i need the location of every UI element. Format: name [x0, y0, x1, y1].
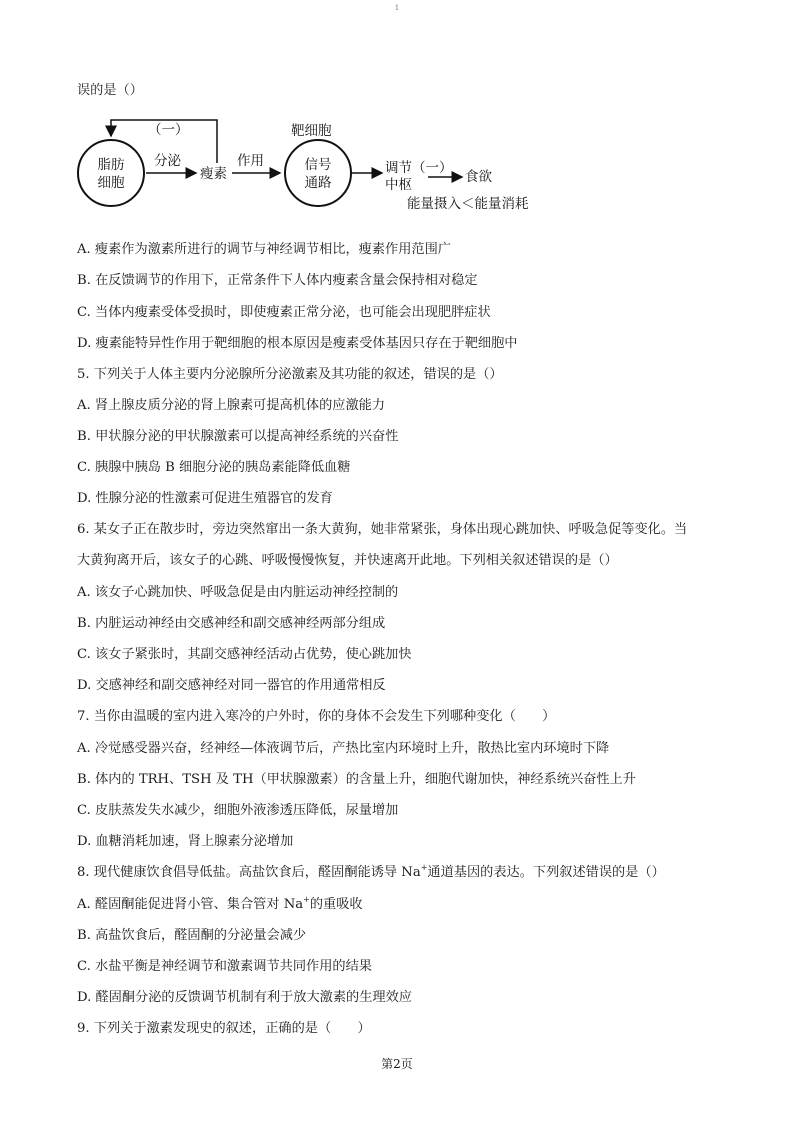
q5-option-d: D. 性腺分泌的性激素可促进生殖器官的发育 — [77, 491, 333, 506]
leptin-label: 瘦素 — [200, 166, 227, 182]
q6-option-c: C. 该女子紧张时，其副交感神经活动占优势，使心跳加快 — [77, 647, 412, 662]
regulation-center-label-1: 调节（一） — [385, 160, 453, 176]
q9-stem: 9. 下列关于激素发现史的叙述，正确的是（ ） — [77, 1021, 371, 1036]
q7-option-d: D. 血糖消耗加速，肾上腺素分泌增加 — [77, 834, 294, 849]
q8-stem-pre: 8. 现代健康饮食倡导低盐。高盐饮食后，醛固酮能诱导 Na — [77, 865, 421, 880]
page-number: 第2页 — [381, 1057, 413, 1071]
q5-option-c: C. 胰腺中胰岛 B 细胞分泌的胰岛素能降低血糖 — [77, 460, 351, 475]
appetite-label: 食欲 — [465, 169, 492, 185]
q8-stem — [77, 864, 665, 882]
signal-pathway-label-2: 通路 — [304, 175, 332, 191]
fat-cell-label-1: 脂肪 — [97, 157, 125, 173]
signal-pathway-circle — [285, 140, 351, 206]
q8-option-d: D. 醛固酮分泌的反馈调节机制有利于放大激素的生理效应 — [77, 990, 412, 1005]
q7-option-c: C. 皮肤蒸发失水减少，细胞外液渗透压降低，尿量增加 — [77, 803, 399, 818]
q4-option-b: B. 在反馈调节的作用下，正常条件下人体内瘦素含量会保持相对稳定 — [77, 273, 478, 288]
q8-stem-post: 通道基因的表达。下列叙述错误的是（） — [427, 865, 665, 880]
q7-stem: 7. 当你由温暖的室内进入寒冷的户外时，你的身体不会发生下列哪种变化（ ） — [77, 709, 556, 724]
q4-option-a: A. 瘦素作为激素所进行的调节与神经调节相比，瘦素作用范围广 — [77, 242, 451, 257]
q6-option-b: B. 内脏运动神经由交感神经和副交感神经两部分组成 — [77, 616, 386, 631]
page-top-mark: 1 — [394, 4, 400, 12]
q4-option-d: D. 瘦素能特异性作用于靶细胞的根本原因是瘦素受体基因只存在于靶细胞中 — [77, 336, 518, 351]
q8-option-a-pre: A. 醛固酮能促进肾小管、集合管对 Na — [77, 897, 304, 912]
q8-stem-sup: + — [420, 863, 428, 872]
fat-cell-circle — [78, 140, 144, 206]
q8-option-c: C. 水盐平衡是神经调节和激素调节共同作用的结果 — [77, 959, 372, 974]
feedback-label: （一） — [148, 122, 189, 138]
energy-balance-label: 能量摄入＜能量消耗 — [407, 196, 529, 212]
q5-option-a: A. 肾上腺皮质分泌的肾上腺素可提高机体的应激能力 — [77, 398, 386, 413]
signal-pathway-label-1: 信号 — [304, 157, 332, 173]
q6-stem-line-2: 大黄狗离开后，该女子的心跳、呼吸慢慢恢复，并快速离开此地。下列相关叙述错误的是（） — [77, 553, 618, 568]
question-4-stem-tail: 误的是（） — [77, 83, 143, 98]
q7-option-b: B. 体内的 TRH、TSH 及 TH（甲状腺激素）的含量上升，细胞代谢加快，神经系统兴奋性上升 — [77, 772, 636, 787]
q8-option-a-post: 的重吸收 — [309, 897, 363, 912]
q6-stem-line-1: 6. 某女子正在散步时，旁边突然窜出一条大黄狗，她非常紧张，身体出现心跳加快、呼吸急促等变化。当 — [77, 522, 688, 537]
q4-option-c: C. 当体内瘦素受体受损时，即使瘦素正常分泌，也可能会出现肥胖症状 — [77, 305, 491, 320]
leptin-regulation-diagram — [70, 114, 570, 224]
secrete-label: 分泌 — [154, 153, 181, 169]
q6-option-d: D. 交感神经和副交感神经对同一器官的作用通常相反 — [77, 678, 386, 693]
target-cell-label: 靶细胞 — [291, 123, 332, 139]
fat-cell-label-2: 细胞 — [97, 175, 125, 191]
act-label: 作用 — [237, 153, 264, 169]
q7-option-a: A. 冷觉感受器兴奋，经神经—体液调节后，产热比室内环境时上升，散热比室内环境时下降 — [77, 741, 610, 756]
q6-option-a: A. 该女子心跳加快、呼吸急促是由内脏运动神经控制的 — [77, 585, 399, 600]
q8-option-b: B. 高盐饮食后，醛固酮的分泌量会减少 — [77, 928, 307, 943]
q5-stem: 5. 下列关于人体主要内分泌腺所分泌激素及其功能的叙述，错误的是（） — [77, 367, 503, 382]
regulation-center-label-2: 中枢 — [385, 177, 412, 193]
q8-option-a-sup: + — [303, 895, 310, 904]
q5-option-b: B. 甲状腺分泌的甲状腺激素可以提高神经系统的兴奋性 — [77, 429, 399, 444]
q8-option-a — [77, 896, 363, 914]
